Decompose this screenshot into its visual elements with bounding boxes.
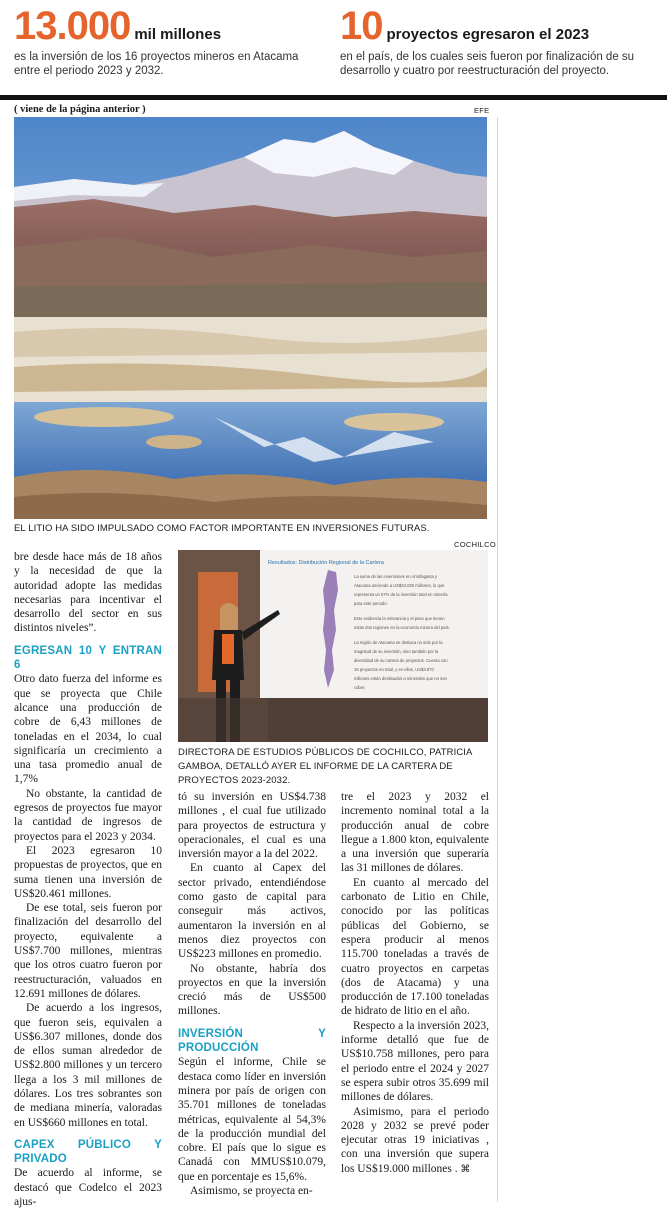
stat-projects [340, 6, 655, 78]
article-paragraph: tre el 2023 y 2032 el incremento nominal total a la producción anual de cobre llegue a 1.800 kton, equivalente a una inversión que superaría las 31 millones de dólares. [341, 791, 489, 875]
article-paragraph: tó su inversión en US$4.738 millones , el cual fue utilizado para proyectos de estructura y operacionales, el cual es una inversión mayor a la del 2022. [178, 791, 326, 861]
slide-text-line: La región de Atacama se destaca no solo por la [354, 640, 443, 645]
article-paragraph: Otro dato fuerza del informe es que se proyecta que Chile alcance una producción de cobre de 6,43 millones de toneladas en el 2034, lo cual significaría un crecimiento a una tasa promedio anual de 1,7% [14, 673, 162, 786]
stat-number: 10 [340, 4, 383, 48]
section-heading: CAPEX PÚBLICO Y PRIVADO [14, 1138, 162, 1166]
slide-text-line: La suma de las inversiones en Antofagasta y [354, 574, 438, 579]
slide-text-line: Esto evidencia la relevancia y el peso que tienen [354, 616, 445, 621]
article-paragraph: De acuerdo a los ingresos, que fueron seis, equivalen a US$6.307 millones, donde dos de ellos suman alrededor de US$2.800 millones y un tercero llega a los 3 mil millones de dólares. Los tres sobrantes son de mediana minería, valoradas en US$660 millones en total. [14, 1002, 162, 1129]
slide-text-line: representa un 57% de la inversión total en minería [354, 592, 448, 597]
presentation-photo-caption: DIRECTORA DE ESTUDIOS PÚBLICOS DE COCHILCO, PATRICIA GAMBOA, DETALLÓ AYER EL INFORME DE LA CARTERA DE PROYECTOS 2023-2032. [178, 747, 472, 786]
article-paragraph: De acuerdo al informe, se destacó que Codelco el 2023 ajus- [14, 1167, 162, 1209]
stat-description: en el país, de los cuales seis fueron por finalización de su desarrollo y cuatro por reestructuración del proyecto. [340, 51, 635, 77]
slide-text-line: estas dos regiones en la economía minera del país. [354, 625, 450, 630]
slide-text-line: para este periodo. [354, 601, 388, 606]
column-divider [497, 117, 498, 1202]
section-heading: EGRESAN 10 Y ENTRAN 6 [14, 644, 162, 672]
presentation-photo [178, 550, 488, 742]
slide-title: Resultados: Distribución Regional de la Cartera [268, 560, 384, 566]
article-paragraph: En cuanto al mercado del carbonato de Litio en Chile, conocido por las políticas públicas del Gobierno, se espera producir al menos 115.700 toneladas a través de cuatro proyectos en carpetas (dos de Atacama) y una producción de 17.100 toneladas de hidrato de litio en el año. [341, 876, 489, 1018]
article-paragraph: No obstante, la cantidad de egresos de proyectos fue mayor la cantidad de ingresos de proyectos para el 2023 y 2034. [14, 787, 162, 843]
article-paragraph: De ese total, seis fueron por finalización del desarrollo del proyecto, equivalente a US$7.700 millones, mientras que los otros cuatro fueron por reestructuración, valuados en 12.691 millones de dólares. [14, 902, 162, 1000]
main-photo-caption: EL LITIO HA SIDO IMPULSADO COMO FACTOR IMPORTANTE EN INVERSIONES FUTURAS. [14, 523, 430, 534]
article-paragraph: No obstante, habría dos proyectos en que la inversión creció más de US$500 millones. [178, 962, 326, 1018]
slide-text-line: diversidad de su cartera de proyectos. Cuenta con [354, 658, 448, 663]
article-column-1 [14, 550, 162, 1209]
photo-credit: EFE [474, 106, 490, 115]
article-column-2 [178, 790, 326, 1198]
slide-text-line: 16 proyectos en total, y en ellos, US$3.870 [354, 667, 434, 672]
article-paragraph: bre desde hace más de 18 años y la necesidad de que la autoridad adopte las medidas necesarias para incentivar el desarrollo del sector en sus distintos niveles”. [14, 551, 162, 635]
article-paragraph: El 2023 egresaron 10 propuestas de proyectos, que en suma tienen una inversión de US$20.461 millones. [14, 844, 162, 900]
article-paragraph: Asimismo, se proyecta en- [190, 1185, 313, 1198]
article-paragraph: Según el informe, Chile se destaca como líder en inversión minera por país de origen con 35.701 millones de toneladas métricas, equivalente al 54,3% de la producción mundial del cobre. El país que lo sigue es Canadá con MMUS$10.079, que en porcentaje es 15,6%. [178, 1056, 326, 1183]
article-column-3 [341, 790, 489, 1177]
stat-investment [14, 6, 324, 78]
article-paragraph: Asimismo, para el periodo 2028 y 2032 se prevé poder ejecutar otras 19 iniciativas , con una inversión que supera los US$19.000 millones . ⌘ [341, 1105, 489, 1175]
slide-text-line: cobre. [354, 685, 366, 690]
salt-flat-landscape-image [14, 117, 487, 519]
slide-text-line: Atacama asciende a US$34.030 millones, lo que [354, 583, 445, 588]
continued-note: ( viene de la página anterior ) [14, 104, 146, 115]
stat-headline: mil millones [134, 26, 222, 43]
end-mark-icon: ⌘ [457, 1163, 471, 1175]
slide-text-line: millones están destinados a minerales que no son [354, 676, 447, 681]
presentation-image [178, 550, 488, 742]
section-heading: INVERSIÓN Y PRODUCCIÓN [178, 1027, 326, 1055]
article-paragraph: En cuanto al Capex del sector privado, entendiéndose como gasto de capital para conseguir más activos, aumentaron la inversión en al menos diez proyectos con US$223 millones en promedio. [178, 862, 326, 961]
slide-text-line: magnitud de su inversión, sino también por la [354, 649, 439, 654]
main-photo [14, 117, 487, 519]
stat-number: 13.000 [14, 4, 131, 48]
photo-credit-cochilco: COCHILCO [454, 540, 496, 549]
article-paragraph: Respecto a la inversión 2023, informe detalló que fue de US$10.758 millones, pero para el periodo entre el 2024 y 2027 se espera subir otros 35.699 mil millones de dólares. [341, 1019, 489, 1104]
stat-headline: proyectos egresaron el 2023 [386, 26, 590, 43]
stats-band [0, 0, 667, 96]
stat-description: es la inversión de los 16 proyectos mineros en Atacama entre el periodo 2023 y 2032. [14, 51, 299, 77]
top-rule [0, 95, 667, 100]
